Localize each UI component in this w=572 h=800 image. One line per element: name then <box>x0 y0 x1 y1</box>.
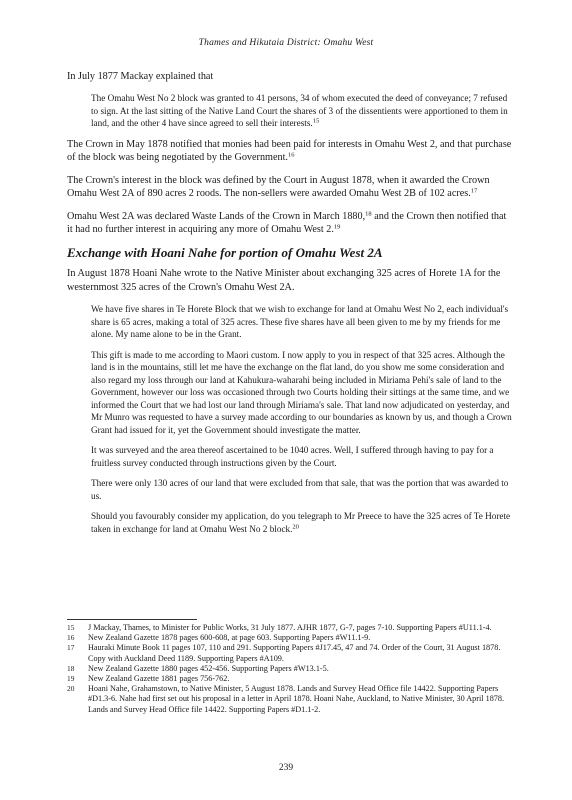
paragraph-text: The Crown's interest in the block was defined by the Court in August 1878, when it awarded the Crown Omahu West 2A of 890 acres 2 roods. The non-sellers were awarded Omahu West 2B of 102 acres. <box>67 174 490 200</box>
paragraph-text: Omahu West 2A was declared Waste Lands of the Crown in March 1880, <box>67 210 366 222</box>
footnotes <box>67 623 512 715</box>
paragraph-nahe-letter: In August 1878 Hoani Nahe wrote to the Native Minister about exchanging 325 acres of Horete 1A for the westernmost 325 acres of the Crown's Omahu West 2A. <box>67 268 501 293</box>
footnote-text: New Zealand Gazette 1880 pages 452-456. Supporting Papers #W13.1-5. <box>88 663 329 673</box>
quote-text: Should you favourably consider my application, do you telegraph to Mr Preece to have the 325 acres of Te Horete taken in exchange for land at Omahu West No 2 block. <box>91 511 511 534</box>
running-head: Thames and Hikutaia District: Omahu West <box>198 38 374 48</box>
paragraph-text: and the Crown then notified that it had no further interest in acquiring any more of Omahu West 2. <box>67 210 507 235</box>
footnote <box>67 684 512 715</box>
block-quote-gift: This gift is made to me according to Maori custom. I now apply to you in respect of that 325 acres. Although the land is in the mountains, still let me have the exchange on the flat land, do you show me some consideration and also regard my loss through our land at Kahukura-waharahi being included in Miriama Pehi's sale of land to the Government, however our loss was occasioned through two Courts holding their sittings at the same time, and we informed the Court that we had lost our land through Miriama's sale. That land now adjudicated on yesterday, and Mr Munro was requested to have a survey made according to our boundaries as known by us, and though a Crown Grant had issued for it, yet the Government should investigate the matter. <box>91 349 512 435</box>
quote-text: The Omahu West No 2 block was granted to 41 persons, 34 of whom executed the deed of conveyance; 7 refused to sign. At the last sitting of the Native Land Court the shares of 3 of the dissentients were apportioned to them in land, and the other 4 have since agreed to sell their interests. <box>91 93 508 129</box>
block-quote-shares: We have five shares in Te Horete Block that we wish to exchange for land at Omahu West No 2, each individual's share is 65 acres, making a total of 325 acres. These five shares have all been given to me by my friends for me alone. My name alone to be in the Grant. <box>91 304 509 340</box>
paragraph-court-award <box>67 174 512 201</box>
page-number: 239 <box>278 763 294 773</box>
section-heading: Exchange with Hoani Nahe for portion of Omahu West 2A <box>67 245 383 261</box>
footnote-text: Hauraki Minute Book 11 pages 107, 110 and 291. Supporting Papers #J17.45, 47 and 74. Order of the Court, 31 August 1878. Copy with Auckland Deed 1189. Supporting Papers #A109. <box>88 643 501 663</box>
footnote-text: New Zealand Gazette 1878 pages 600-608, at page 603. Supporting Papers #W11.1-9. <box>88 633 371 643</box>
footnote-ref: 18 <box>365 210 372 218</box>
footnote-text: Hoani Nahe, Grahamstown, to Native Minister, 5 August 1878. Lands and Survey Head Office file 14422. Supporting Papers #D1.3-6. Nahe had first set out his proposal in a letter in April 1878. Hoani Nahe, Auckland, to Native Minister, 30 April 1878. Lands and Survey Head Office file 14422. Supporting Papers #D1.1-2. <box>88 684 505 714</box>
footnote <box>67 643 512 663</box>
footnote <box>67 623 512 633</box>
footnote-number: 17 <box>67 643 75 653</box>
paragraph-text: The Crown in May 1878 notified that monies had been paid for interests in Omahu West 2, and that purchase of the block was being negotiated by the Government. <box>67 138 512 164</box>
footnote-number: 18 <box>67 663 75 673</box>
paragraph-intro: In July 1877 Mackay explained that <box>67 71 214 82</box>
footnote-ref: 15 <box>312 117 320 125</box>
footnote-ref: 20 <box>292 523 299 531</box>
main-text <box>67 70 512 543</box>
footnote-number: 19 <box>67 674 75 684</box>
footnote-number: 16 <box>67 633 75 643</box>
footnote-ref: 17 <box>470 187 478 195</box>
footnote-divider <box>67 619 197 620</box>
paragraph-crown-notice <box>67 138 512 165</box>
paragraph-waste-lands <box>67 210 512 237</box>
block-quote-excluded: There were only 130 acres of our land that were excluded from that sale, that was the portion that was awarded to us. <box>91 478 509 501</box>
footnote-text: New Zealand Gazette 1881 pages 756-762. <box>88 674 230 684</box>
footnote-text: J Mackay, Thames, to Minister for Public Works, 31 July 1877. AJHR 1877, G-7, pages 7-10. Supporting Papers #U11.1-4. <box>88 623 492 632</box>
footnote <box>67 633 512 643</box>
footnote-ref: 19 <box>333 223 341 231</box>
footnote-number: 20 <box>67 684 75 694</box>
footnote-number: 15 <box>67 623 75 632</box>
footnote <box>67 674 512 684</box>
block-quote-application <box>91 510 512 535</box>
block-quote-mackay <box>91 92 512 130</box>
footnote <box>67 664 512 674</box>
footnote-ref: 16 <box>287 151 295 159</box>
block-quote-survey: It was surveyed and the area thereof ascertained to be 1040 acres. Well, I suffered through having to pay for a fruitless survey conducted through instructions given by the Court. <box>91 445 494 468</box>
